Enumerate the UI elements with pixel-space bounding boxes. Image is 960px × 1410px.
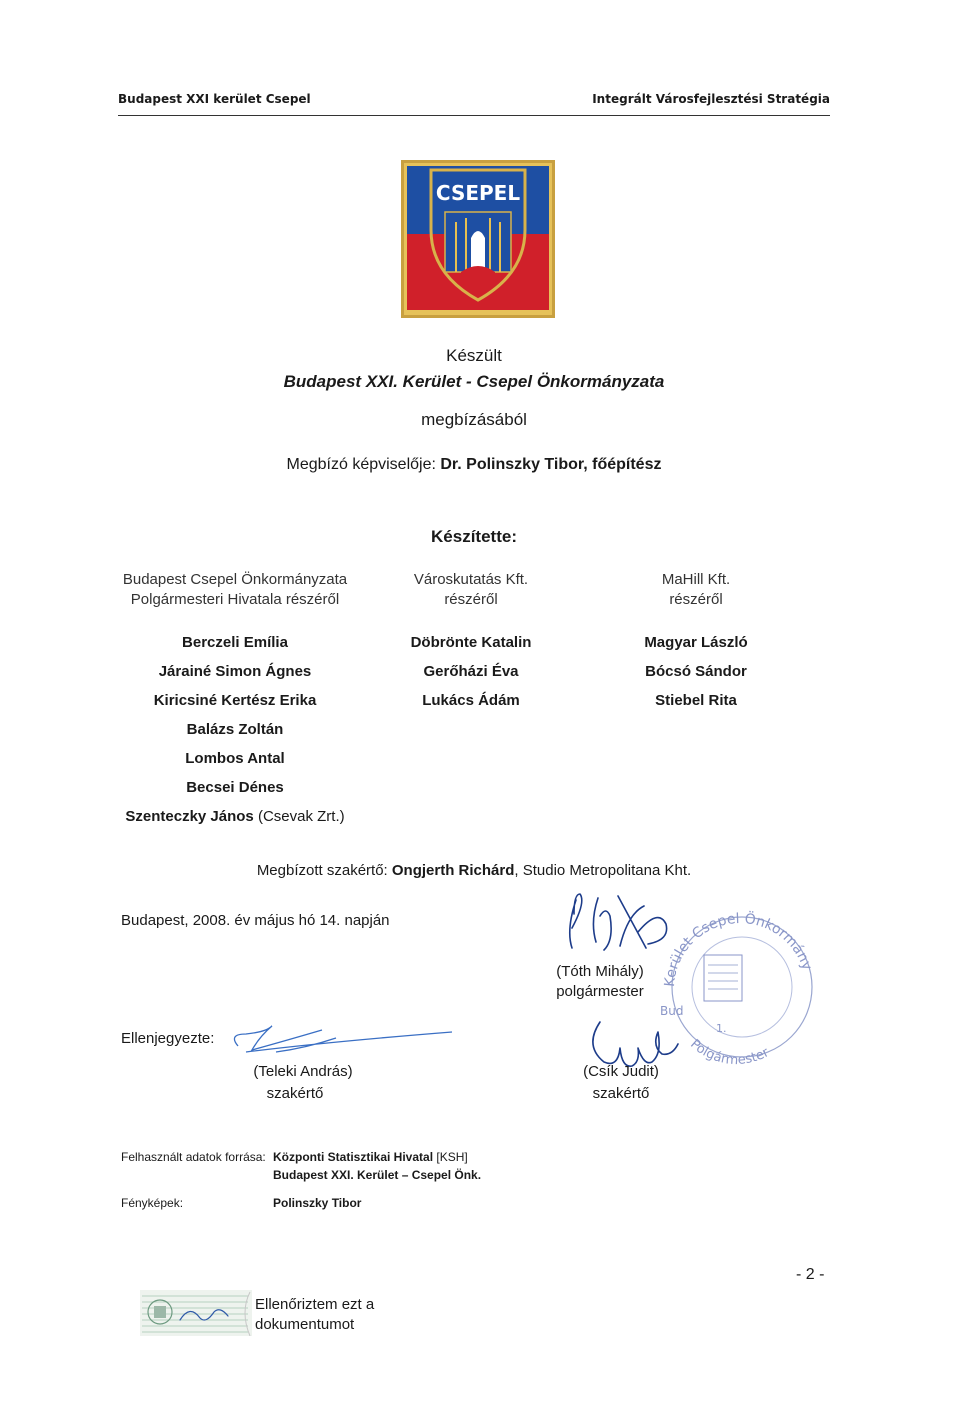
expert-name: Ongjerth Richárd <box>391 862 515 879</box>
org-name: Városkutatás Kft. <box>413 571 529 588</box>
source-ksh: Központi Statisztikai Hivatal <box>273 1150 434 1164</box>
org-role: részéről <box>669 591 723 608</box>
sources-label: Felhasznált adatok forrása: <box>121 1150 266 1164</box>
place-date: Budapest, 2008. év május hó 14. napján <box>121 912 390 929</box>
source-ksh-abbr: [KSH] <box>433 1150 468 1164</box>
intro-line1: Készült <box>446 346 502 365</box>
person-name: Bócsó Sándor <box>645 663 747 680</box>
person-name: Lombos Antal <box>185 750 285 767</box>
right-expert-title: szakértő <box>592 1085 650 1102</box>
person-name: Becsei Dénes <box>186 779 284 796</box>
person-name: Balázs Zoltán <box>186 721 284 738</box>
column-varoskutatas <box>370 570 572 715</box>
stamp-number: 1. <box>716 1022 727 1035</box>
org-role: Polgármesteri Hivatala részéről <box>130 591 340 608</box>
sources-line1 <box>273 1150 468 1164</box>
left-expert-name: (Teleki András) <box>253 1063 353 1080</box>
svg-text:Kerület Csepel Önkormányzata <box>660 895 815 987</box>
verification-line1: Ellenőriztem ezt a <box>255 1296 375 1313</box>
countersigned-label: Ellenjegyezte: <box>121 1030 215 1047</box>
intro-line3: megbízásából <box>421 410 527 429</box>
svg-text:Polgármester <box>687 1037 772 1068</box>
page-number: - 2 - <box>796 1266 825 1283</box>
coat-of-arms <box>401 160 555 318</box>
person-name: Járainé Simon Ágnes <box>158 663 312 680</box>
intro-line2: Budapest XXI. Kerület - Csepel Önkormányzata <box>283 372 665 391</box>
rep-name: Dr. Polinszky Tibor, főépítész <box>440 456 662 473</box>
teleki-signature <box>226 1022 454 1060</box>
person-name: Berczeli Emília <box>182 634 288 651</box>
person-name: Gerőházi Éva <box>423 663 519 680</box>
column-mahill <box>594 570 798 715</box>
verification-line2: dokumentumot <box>255 1316 355 1333</box>
column-municipality <box>100 570 370 831</box>
person-name: Szenteczky János <box>125 808 254 825</box>
sources-line2: Budapest XXI. Kerület – Csepel Önk. <box>273 1168 482 1182</box>
right-expert-name: (Csík Judit) <box>583 1063 659 1080</box>
commissioned-expert <box>0 862 948 879</box>
coat-text: CSEPEL <box>435 181 521 205</box>
verification-text <box>255 1295 374 1335</box>
person-name: Magyar László <box>644 634 748 651</box>
org-role: részéről <box>444 591 498 608</box>
mayor-name: (Tóth Mihály) <box>556 963 644 980</box>
rep-label: Megbízó képviselője: <box>286 456 441 473</box>
stamp-left-text: Bud <box>660 1004 684 1018</box>
verification-stamp-graphic <box>140 1290 252 1336</box>
expert-org: , Studio Metropolitana Kht. <box>514 862 692 879</box>
person-name-with-company <box>100 802 370 831</box>
person-name: Döbrönte Katalin <box>410 634 532 651</box>
client-representative <box>0 456 948 474</box>
person-name: Lukács Ádám <box>422 692 520 709</box>
mayor-title: polgármester <box>556 983 644 1000</box>
photos-label: Fényképek: <box>121 1196 184 1210</box>
header-left: Budapest XXI kerület Csepel <box>118 92 311 106</box>
left-expert-title: szakértő <box>266 1085 324 1102</box>
org-name: Budapest Csepel Önkormányzata <box>122 571 348 588</box>
prepared-by-heading: Készítette: <box>431 527 517 546</box>
company-suffix: (Csevak Zrt.) <box>253 808 345 825</box>
photos-value: Polinszky Tibor <box>273 1196 362 1210</box>
org-name: MaHill Kft. <box>661 571 731 588</box>
stamp-ring-text: Kerület Csepel Önkormány <box>661 910 815 988</box>
stamp-bottom-text: Polgármester <box>687 1036 772 1069</box>
header-right: Integrált Városfejlesztési Stratégia <box>592 92 830 106</box>
header-rule <box>118 115 830 116</box>
expert-label: Megbízott szakértő: <box>256 862 392 879</box>
person-name: Kiricsiné Kertész Erika <box>153 692 317 709</box>
person-name: Stiebel Rita <box>655 692 737 709</box>
